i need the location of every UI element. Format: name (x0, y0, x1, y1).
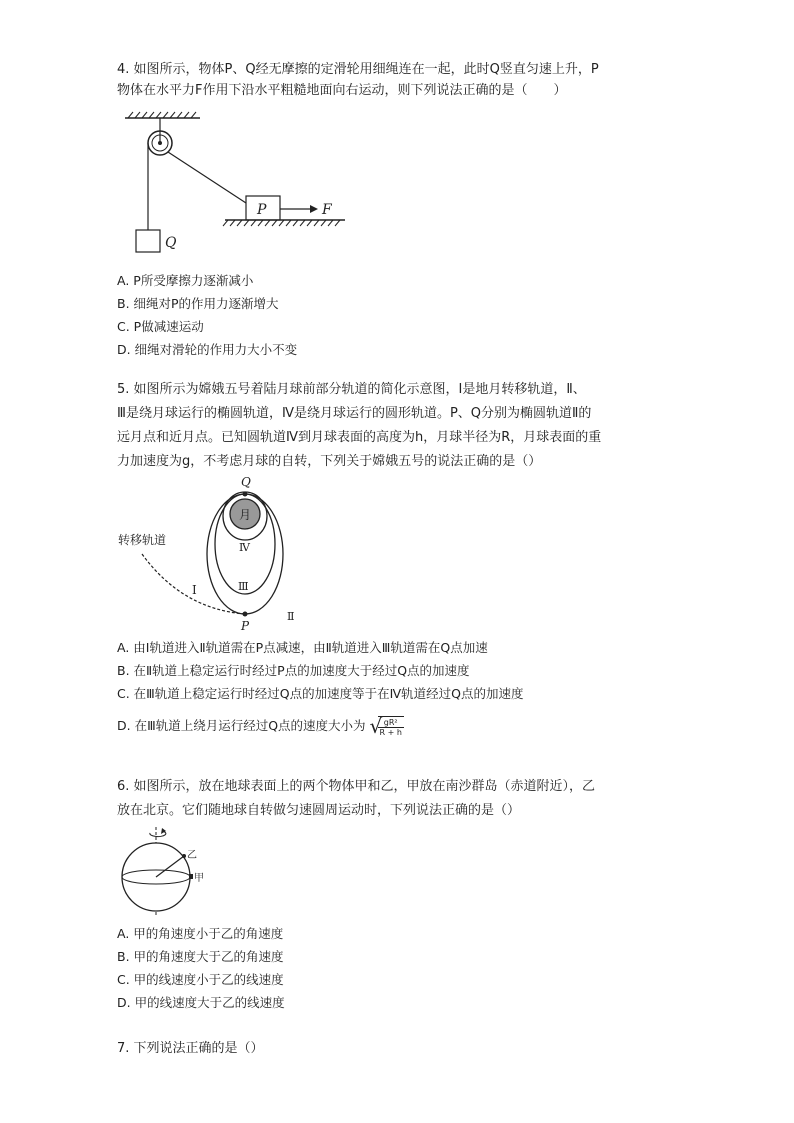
ceiling-hatch (128, 112, 196, 118)
q6-option-b: B. 甲的角速度大于乙的角速度 (117, 949, 284, 964)
q5-stem-line2: Ⅲ是绕月球运行的椭圆轨道，Ⅳ是绕月球运行的圆形轨道。P、Q分别为椭圆轨道Ⅱ的 (117, 406, 592, 421)
q6-option-c: C. 甲的线速度小于乙的线速度 (117, 972, 284, 987)
label-ii: Ⅱ (287, 610, 295, 623)
label-q: Q (241, 475, 251, 489)
label-iv: Ⅳ (239, 541, 250, 554)
q5-option-c: C. 在Ⅲ轨道上稳定运行时经过Q点的加速度等于在Ⅳ轨道经过Q点的加速度 (117, 686, 524, 701)
q6-stem-line1: 6. 如图所示，放在地球表面上的两个物体甲和乙，甲放在南沙群岛（赤道附近），乙 (117, 779, 596, 794)
q5-option-a: A. 由Ⅰ轨道进入Ⅱ轨道需在P点减速，由Ⅱ轨道进入Ⅲ轨道需在Q点加速 (117, 640, 488, 655)
sqrt-expression: √ $\frac{\text{gR²}}{R + h}$ (369, 714, 402, 738)
q4-option-b: B. 细绳对P的作用力逐渐增大 (117, 296, 279, 311)
point-q (243, 492, 248, 497)
label-yi: 乙 (187, 850, 197, 861)
label-moon: 月 (239, 508, 252, 522)
q5-option-b: B. 在Ⅱ轨道上稳定运行时经过P点的加速度大于经过Q点的加速度 (117, 663, 470, 678)
q4-stem-line1: 4. 如图所示，物体P、Q经无摩擦的定滑轮用细绳连在一起，此时Q竖直匀速上升，P (117, 62, 599, 77)
q4-pulley-figure (120, 108, 350, 258)
q6-option-a: A. 甲的角速度小于乙的角速度 (117, 926, 284, 941)
label-iii: Ⅲ (238, 580, 249, 593)
q4-option-d: D. 细绳对滑轮的作用力大小不变 (117, 342, 298, 357)
label-jia: 甲 (194, 873, 204, 884)
q5-stem-line4: 力加速度为g，不考虑月球的自转，下列关于嫦娥五号的说法正确的是（） (117, 454, 542, 469)
label-p: P (241, 619, 250, 633)
point-jia (189, 874, 193, 879)
ground-hatch (223, 220, 340, 226)
q5-stem-line3: 远月点和近月点。已知圆轨道Ⅳ到月球表面的高度为h，月球半径为R，月球表面的重 (117, 430, 602, 445)
q6-option-d: D. 甲的线速度大于乙的线速度 (117, 995, 285, 1010)
label-f: F (322, 202, 332, 218)
label-q: Q (165, 235, 177, 251)
q4-stem-line2: 物体在水平力F作用下沿水平粗糙地面向右运动，则下列说法正确的是（ ） (117, 83, 567, 98)
point-yi (182, 854, 186, 858)
q7-stem-line1: 7. 下列说法正确的是（） (117, 1041, 264, 1056)
q5-stem-line1: 5. 如图所示为嫦娥五号着陆月球前部分轨道的简化示意图，Ⅰ是地月转移轨道，Ⅱ、 (117, 382, 586, 397)
label-p: P (257, 202, 267, 218)
q6-earth-figure (118, 825, 218, 920)
block-q (136, 230, 160, 252)
q5-orbit-figure (112, 474, 302, 634)
q6-stem-line2: 放在北京。它们随地球自转做匀速圆周运动时，下列说法正确的是（） (117, 803, 521, 818)
q4-option-c: C. P做减速运动 (117, 319, 204, 334)
q5-option-d-text: D. 在Ⅲ轨道上绕月运行经过Q点的速度大小为 (117, 718, 366, 733)
rope-to-p (168, 152, 246, 203)
label-transfer: 转移轨道 (118, 533, 167, 547)
fraction-denominator: R + h (379, 728, 402, 737)
fraction-numerator: gR² (378, 718, 404, 728)
label-i: Ⅰ (192, 583, 197, 597)
q5-option-d (117, 716, 404, 737)
q4-option-a: A. P所受摩擦力逐渐减小 (117, 273, 254, 288)
